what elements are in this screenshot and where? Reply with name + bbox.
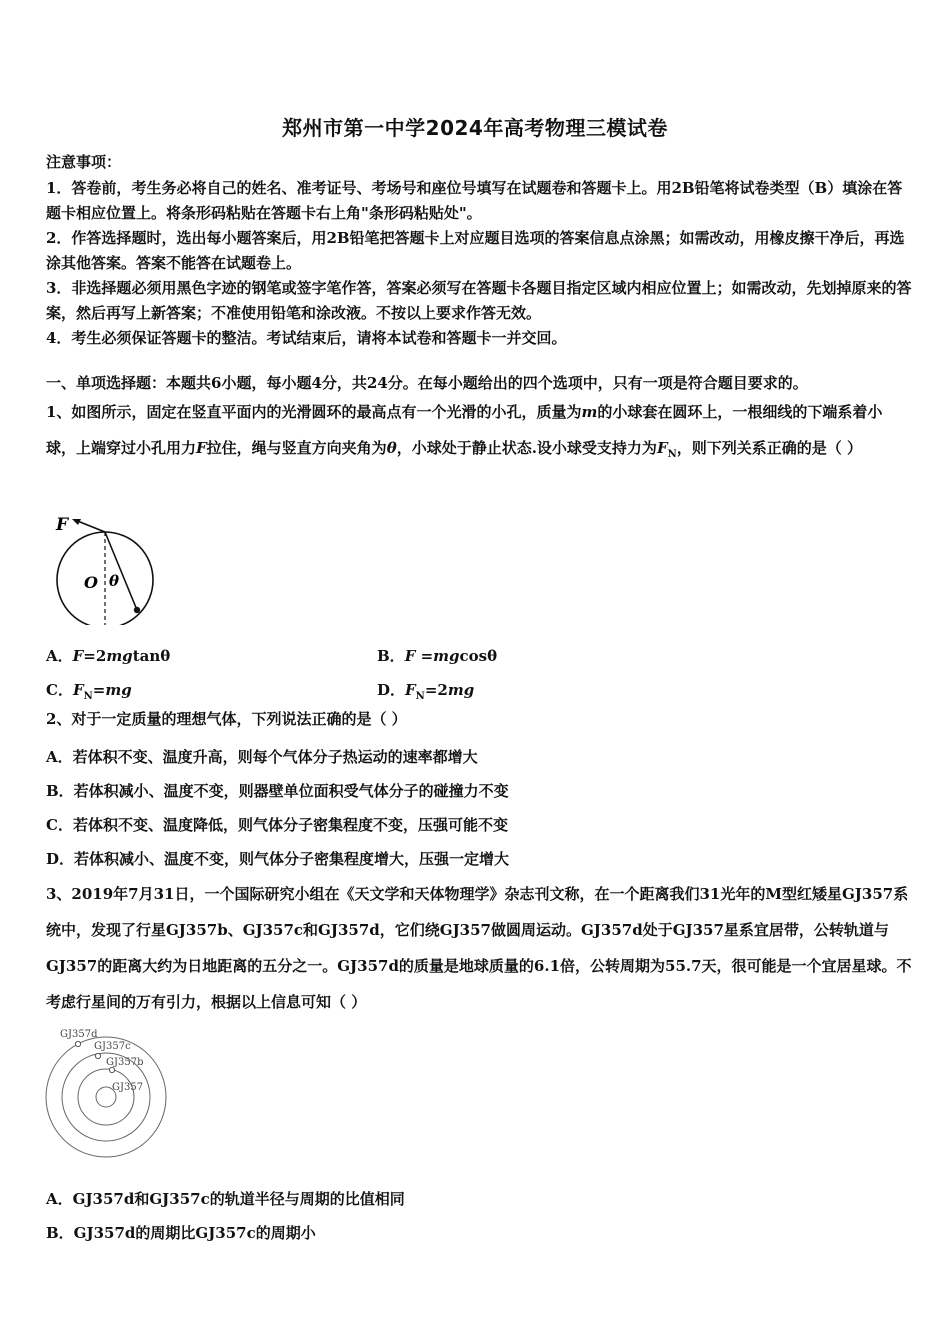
q1-option-b: B．F =mgcosθ — [377, 647, 498, 665]
angle-label: θ — [109, 572, 120, 590]
q3-option-b: B．GJ357d的周期比GJ357c的周期小 — [46, 1224, 316, 1242]
q2-option-b: B．若体积减小、温度不变，则器壁单位面积受气体分子的碰撞力不变 — [46, 782, 509, 800]
q1-option-c: C．$F_N=mg$ — [46, 681, 132, 702]
q1-option-a: A．F=2mgtanθ — [46, 647, 171, 665]
q2-option-d: D．若体积减小、温度不变，则气体分子密集程度增大，压强一定增大 — [46, 850, 510, 868]
notice-item-1: 1．答卷前，考生务必将自己的姓名、准考证号、考场号和座位号填写在试题卷和答题卡上。用2B铅笔将试卷类型（B）填涂在答题卡相应位置上。将条形码粘贴在答题卡右上角"条形码粘贴处"。 — [46, 179, 903, 222]
question-3-stem: 3、2019年7月31日，一个国际研究小组在《天文学和天体物理学》杂志刊文称，在一个距离我们31光年的M型红矮星GJ357系统中，发现了行星GJ357b、GJ357c和GJ357d，它们绕GJ357做圆周运动。GJ357d处于GJ357星系宜居带，公转轨道与GJ357的距离大约为日地距离的五分之一。GJ357d的质量是地球质量的6.1倍，公转周期为55.7天，很可能是一个宜居星球。不考虑行星间的万有引力，根据以上信息可知（ ） — [46, 885, 912, 1011]
q3-option-a: A．GJ357d和GJ357c的轨道半径与周期的比值相同 — [46, 1190, 405, 1208]
q1-option-d: D．$F_N=2mg$ — [377, 681, 475, 702]
force-label: F — [56, 515, 69, 535]
orbit-figure — [42, 1022, 174, 1160]
orbit-label-star: GJ357 — [112, 1082, 144, 1093]
question-2-stem: 2、对于一定质量的理想气体，下列说法正确的是（ ） — [46, 710, 407, 728]
orbit-label-c: GJ357c — [94, 1041, 131, 1052]
center-label: O — [84, 573, 98, 592]
notice-item-3: 3．非选择题必须用黑色字迹的钢笔或签字笔作答，答案必须写在答题卡各题目指定区域内相应位置上；如需改动，先划掉原来的答案，然后再写上新答案；不准使用铅笔和涂改液。不按以上要求作答无效。 — [46, 279, 912, 322]
notice-item-4: 4．考生必须保证答题卡的整洁。考试结束后，请将本试卷和答题卡一并交回。 — [46, 329, 567, 347]
notice-heading: 注意事项： — [46, 153, 122, 171]
q2-option-a: A．若体积不变、温度升高，则每个气体分子热运动的速率都增大 — [46, 748, 478, 766]
section-heading: 一、单项选择题：本题共6小题，每小题4分，共24分。在每小题给出的四个选项中，只有一项是符合题目要求的。 — [46, 374, 808, 392]
notice-item-2: 2．作答选择题时，选出每小题答案后，用2B铅笔把答题卡上对应题目选项的答案信息点涂黑；如需改动，用橡皮擦干净后，再选涂其他答案。答案不能答在试题卷上。 — [46, 229, 905, 272]
page-title: 郑州市第一中学2024年高考物理三模试卷 — [282, 116, 668, 140]
question-1-stem: 1、如图所示，固定在竖直平面内的光滑圆环的最高点有一个光滑的小孔，质量为m的小球套在圆环上，一根细线的下端系着小球，上端穿过小孔用力F拉住，绳与竖直方向夹角为θ，小球处于静止状态.设小球受支持力为$F_N$，则下列关系正确的是（ ） — [46, 403, 883, 460]
q2-option-c: C．若体积不变、温度降低，则气体分子密集程度不变，压强可能不变 — [46, 816, 508, 834]
orbit-label-b: GJ357b — [106, 1057, 144, 1068]
ring-figure — [50, 510, 160, 625]
orbit-label-d: GJ357d — [60, 1029, 98, 1040]
